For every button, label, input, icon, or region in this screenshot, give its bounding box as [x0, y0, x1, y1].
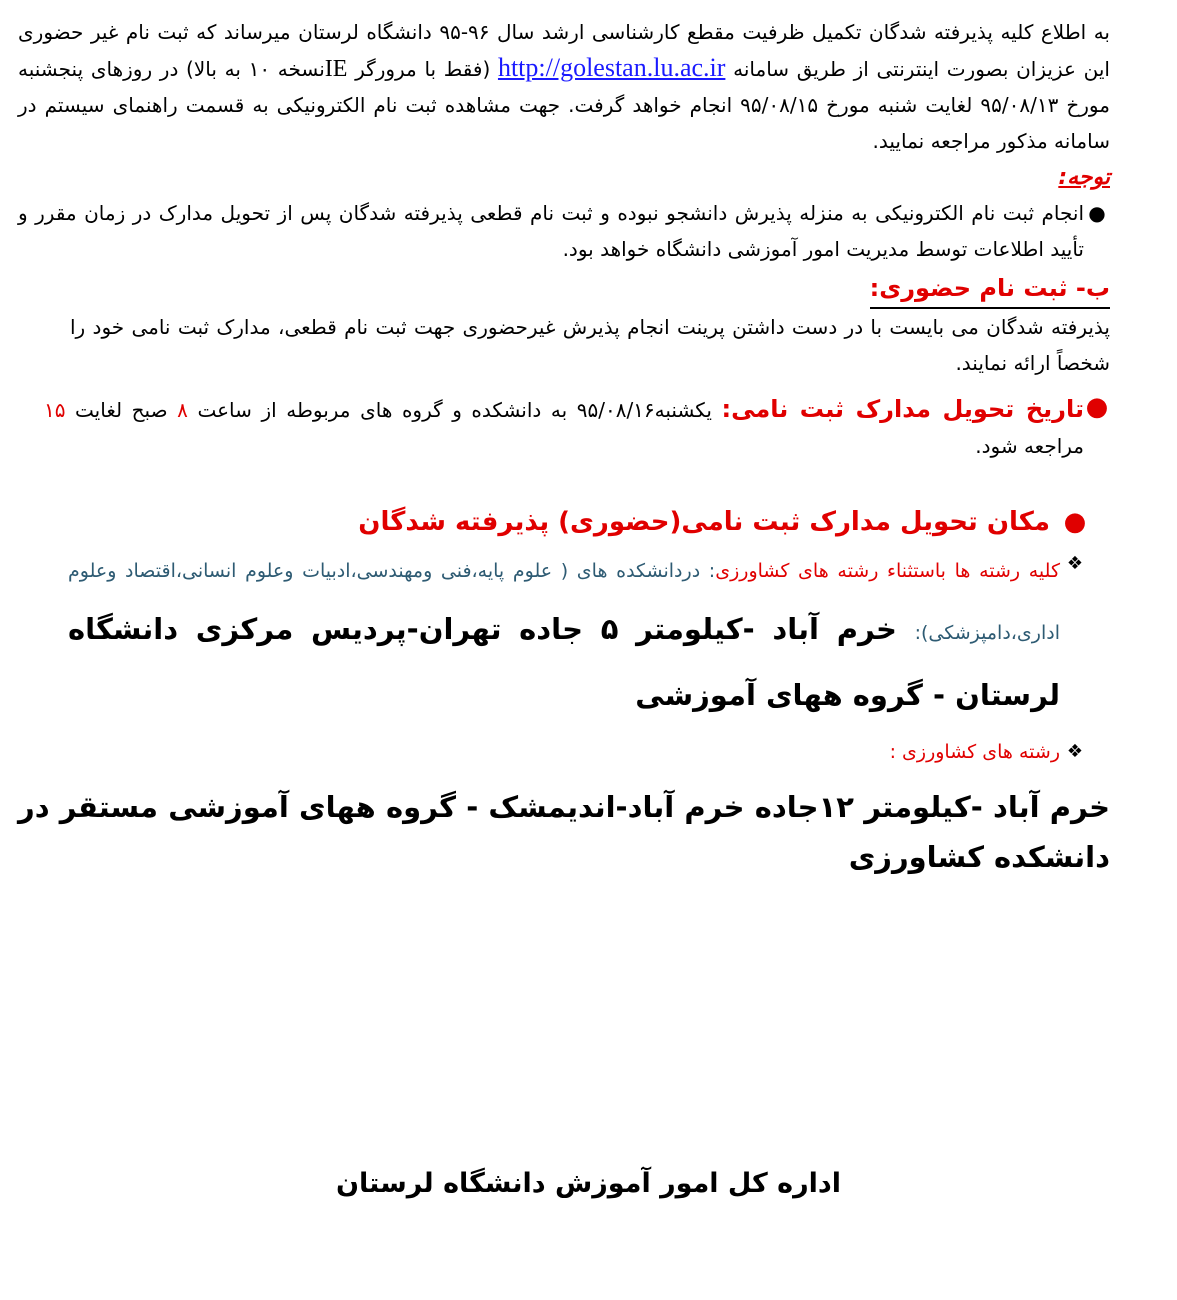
bullet-dot-icon: ●	[1063, 507, 1087, 537]
delivery-date-text-2: صبح لغایت	[65, 398, 178, 422]
section-b-body: پذیرفته شدگان می بایست با در دست داشتن پرینت انجام پذیرش غیرحضوری جهت ثبت نام قطعی، مدارک ثبت نامی خود را شخصاً ارائه نمایند.	[70, 315, 1110, 375]
bullet-dot-icon: ●	[1085, 392, 1109, 422]
bullet-dot-icon: ●	[1088, 201, 1106, 225]
delivery-date-label: تاریخ تحویل مدارک ثبت نامی:	[721, 395, 1084, 423]
intro-text-3: نسخه ۱۰ به بالا) در روزهای پنجشنبه مورخ ۹۵/۰۸/۱۳ لغایت شنبه مورخ ۹۵/۰۸/۱۵ انجام خواهد گرفت. جهت مشاهده ثبت نام الکترونیکی به قسمت راهنمای سیستم در سامانه مذکور مراجعه نمایید.	[18, 57, 1110, 153]
note-title: توجه:	[1058, 165, 1110, 190]
intro-paragraph	[18, 14, 1110, 159]
place-item-2-text: رشته های کشاورزی :	[889, 741, 1060, 763]
delivery-date-text-1: یکشنبه۹۵/۰۸/۱۶ به دانشکده و گروه های مربوطه از ساعت	[187, 398, 722, 422]
delivery-date-text	[18, 391, 1084, 464]
hour-to: ۱۵	[44, 398, 66, 422]
announcement	[18, 14, 1110, 882]
hour-from: ۸	[177, 398, 188, 422]
diamond-bullet-icon: ❖	[1066, 741, 1084, 762]
place-title: مکان تحویل مدارک ثبت نامی(حضوری) پذیرفته شدگان	[358, 507, 1050, 537]
footer-signature: اداره کل امور آموزش دانشگاه لرستان	[336, 1168, 841, 1199]
place-item-1-text	[18, 546, 1060, 728]
intro-text-1: به اطلاع کلیه پذیرفته شدگان تکمیل ظرفیت مقطع کارشناسی ارشد سال ۹۶-۹۵ دانشگاه لرستان میرساند که ثبت نام غیر حضوری این عزیزان بصورت اینترنتی از طریق سامانه	[18, 20, 1110, 81]
place-title-row	[18, 502, 1110, 542]
diamond-bullet-icon: ❖	[1066, 553, 1084, 574]
delivery-date-row	[18, 391, 1110, 464]
agri-address: خرم آباد -کیلومتر ۱۲جاده خرم آباد-اندیمشک - گروه ههای آموزشی مستقر در دانشکده کشاورزی	[18, 790, 1110, 874]
intro-text-2: (فقط با مرورگر	[347, 57, 498, 81]
place-item-2	[18, 734, 1110, 770]
note-text: انجام ثبت نام الکترونیکی به منزله پذیرش دانشجو نبوده و ثبت نام قطعی پذیرفته شدگان پس از تحویل مدارک در زمان مقرر و تأیید اطلاعات توسط مدیریت امور آموزشی دانشگاه خواهد بود.	[18, 201, 1084, 261]
place-item-1-address: خرم آباد -کیلومتر ۵ جاده تهران-پردیس مرکزی دانشگاه لرستان - گروه ههای آموزشی	[68, 612, 1060, 712]
delivery-date-text-3: مراجعه شود.	[975, 434, 1084, 458]
ie-label: IE	[324, 56, 348, 82]
place-item-1	[18, 546, 1110, 728]
golestan-link[interactable]: http://golestan.lu.ac.ir	[497, 53, 726, 82]
note-bullet	[18, 195, 1110, 267]
place-item-1-red: کلیه رشته ها باستثناء رشته های کشاورزی	[715, 560, 1060, 582]
place-item-1-faculties: : دردانشکده های ( علوم پایه،فنی ومهندسی،ادبیات وعلوم انسانی،اقتصاد وعلوم اداری،دامپزشکی):	[68, 560, 1060, 644]
section-b-title: ب- ثبت نام حضوری:	[870, 269, 1110, 309]
